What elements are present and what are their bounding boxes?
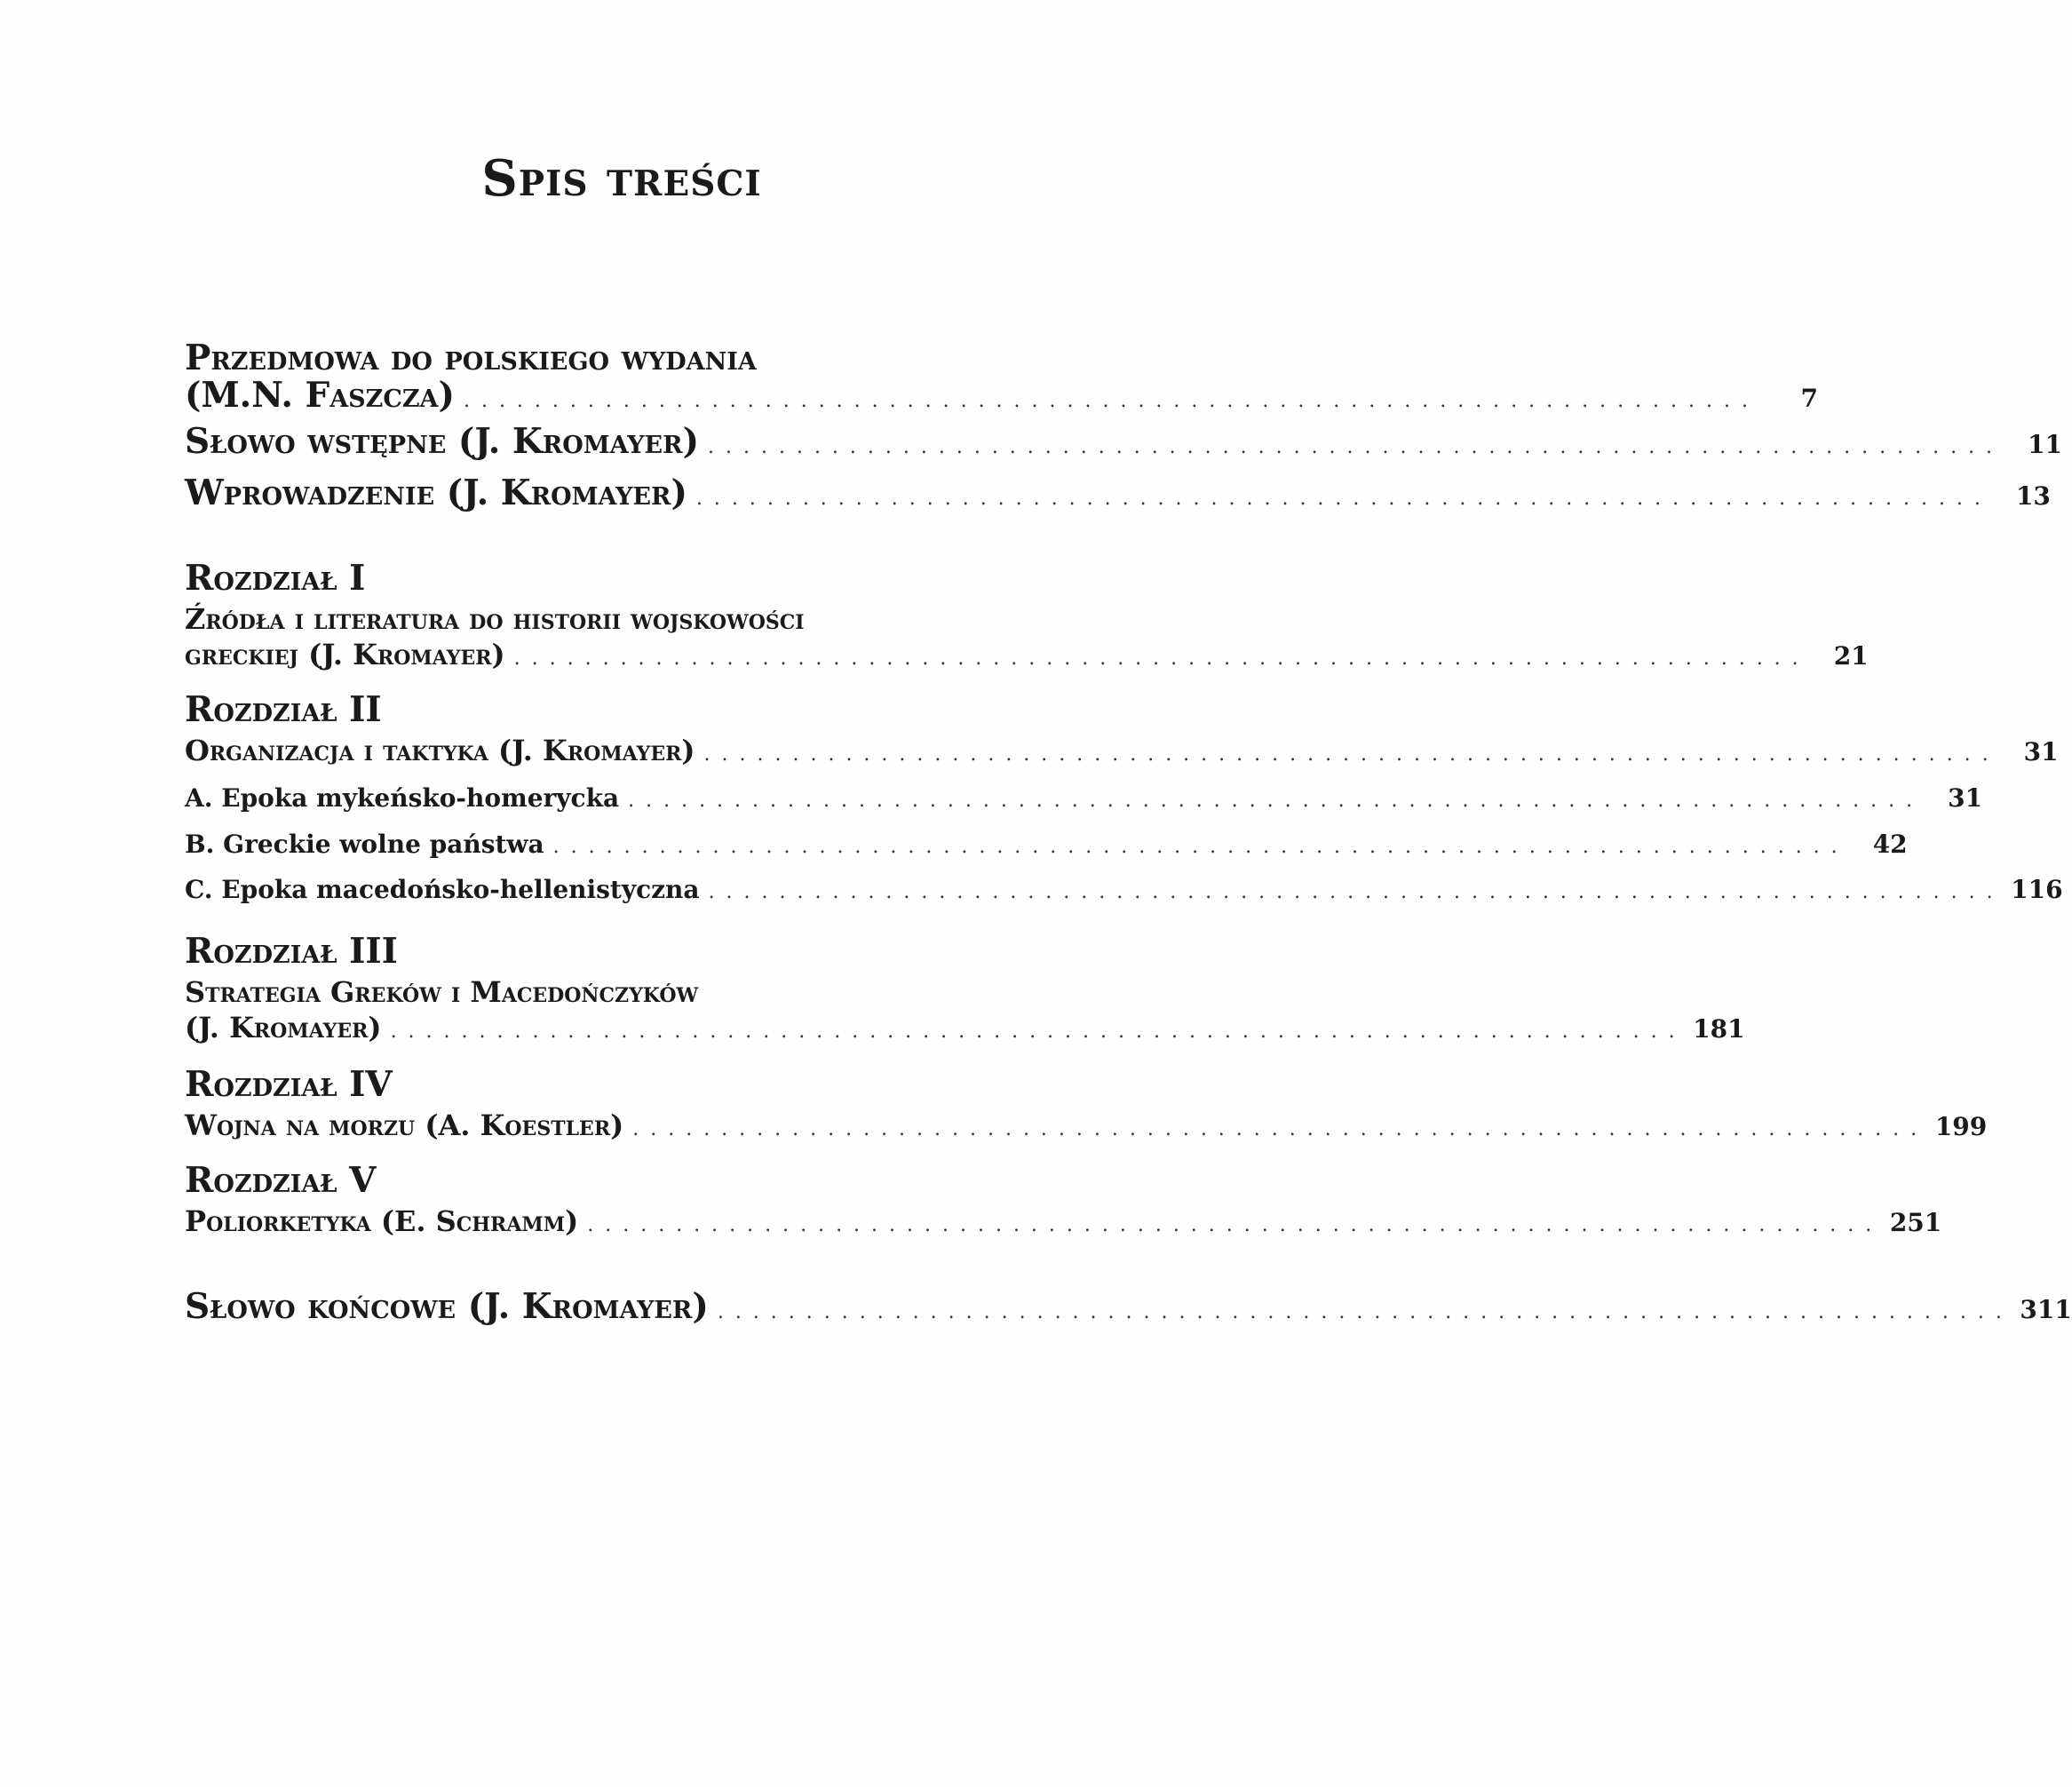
chapter-number: Rozdział V (185, 1160, 377, 1201)
subentry-line (185, 875, 2063, 904)
toc-entry-slowo-koncowe[interactable] (185, 1286, 2072, 1327)
dot-leader: . . . . . . . . . . . . . . . . . . . . . . . . . . . . . . . . . . . . . . . . . . . . . . . . . . . . . . . . . . . . . . . . . . . . . . . . . (703, 743, 1991, 766)
entry-title-line (185, 338, 1084, 378)
page-number: 251 (1889, 1208, 1942, 1237)
entry-title: Przedmowa do polskiego wydania (185, 338, 757, 378)
dot-leader: . . . . . . . . . . . . . . . . . . . . . . . . . . . . . . . . . . . . . . . . . . . . . . . . . . . . . . . . . . . . . . . . . . . . . . . . . (708, 881, 1996, 903)
chapter-number: Rozdział I (185, 558, 366, 599)
chapter-heading (185, 1160, 1084, 1201)
entry-title: Strategia Greków i Macedończyków (185, 975, 699, 1009)
entry-title: Wojna na morzu (A. Koestler) (185, 1108, 624, 1142)
toc-entry-rozdzial-5[interactable] (185, 1160, 1942, 1238)
entry-title-line (185, 602, 1084, 636)
entry-title: Źródła i literatura do historii wojskowości (185, 602, 805, 636)
entry-title-line (185, 473, 2051, 513)
dot-leader: . . . . . . . . . . . . . . . . . . . . . . . . . . . . . . . . . . . . . . . . . . . . . . . . . . . . . . . . . . . . . . . . . . . . . . . . . (390, 1021, 1678, 1043)
dot-leader: . . . . . . . . . . . . . . . . . . . . . . . . . . . . . . . . . . . . . . . . . . . . . . . . . . . . . . . . . . . . . . . . . . . . . . . . . (513, 647, 1801, 670)
chapter-number: Rozdział III (185, 931, 398, 972)
dot-leader: . . . . . . . . . . . . . . . . . . . . . . . . . . . . . . . . . . . . . . . . . . . . . . . . . . . . . . . . . . . . . . . . . . . . . . . . . (695, 488, 1983, 510)
dot-leader: . . . . . . . . . . . . . . . . . . . . . . . . . . . . . . . . . . . . . . . . . . . . . . . . . . . . . . . . . . . . . . . . . . . . . . . . . (632, 1118, 1920, 1140)
toc-entry-rozdzial-2[interactable] (185, 689, 2059, 767)
chapter-heading (185, 689, 1084, 730)
page-number: 11 (2028, 430, 2063, 459)
entry-title-line (185, 421, 2063, 462)
entry-title: Organizacja i taktyka (J. Kromayer) (185, 734, 695, 767)
subentry-line (185, 830, 1908, 859)
dot-leader: . . . . . . . . . . . . . . . . . . . . . . . . . . . . . . . . . . . . . . . . . . . . . . . . . . . . . . . . . . . . . . . . . . . . . . . . . (587, 1214, 1875, 1236)
subentry-line (185, 783, 1983, 813)
toc-entry-wprowadzenie[interactable] (185, 473, 2051, 513)
entry-title: Słowo wstępne (J. Kromayer) (185, 421, 700, 462)
entry-title: Wprowadzenie (J. Kromayer) (185, 473, 687, 513)
page-number: 311 (2020, 1295, 2072, 1324)
dot-leader: . . . . . . . . . . . . . . . . . . . . . . . . . . . . . . . . . . . . . . . . . . . . . . . . . . . . . . . . . . . . . . . . . . . . . . . . . (463, 390, 1750, 412)
page-number: 21 (1833, 641, 1869, 671)
toc-entry-rozdzial-1[interactable] (185, 558, 1869, 671)
entry-title-line (185, 734, 2059, 767)
page-number: 116 (2011, 875, 2063, 904)
chapter-heading (185, 1064, 1084, 1105)
chapter-heading (185, 558, 1084, 599)
toc-entry-slowo-wstepne[interactable] (185, 421, 2063, 462)
page-number: 42 (1872, 830, 1908, 859)
entry-title-line (185, 1204, 1942, 1238)
toc-entry-rozdzial-4[interactable] (185, 1064, 1988, 1142)
page-title: Spis treści (481, 149, 762, 208)
entry-title-line (185, 1011, 1745, 1044)
subentry-title: B. Greckie wolne państwa (185, 830, 544, 859)
entry-author: (M.N. Faszcza) (185, 375, 455, 416)
page-number: 7 (1800, 384, 1818, 413)
toc-subentry-b[interactable] (185, 830, 1908, 859)
entry-title-line (185, 375, 1818, 416)
dot-leader: . . . . . . . . . . . . . . . . . . . . . . . . . . . . . . . . . . . . . . . . . . . . . . . . . . . . . . . . . . . . . . . . . . . . . . . . . (552, 836, 1840, 858)
entry-title-line (185, 1286, 2072, 1327)
entry-author: (J. Kromayer) (185, 1011, 382, 1044)
dot-leader: . . . . . . . . . . . . . . . . . . . . . . . . . . . . . . . . . . . . . . . . . . . . . . . . . . . . . . . . . . . . . . . . . . . . . . . . . (717, 1301, 2005, 1323)
chapter-number: Rozdział IV (185, 1064, 393, 1105)
page-number: 13 (2015, 481, 2051, 511)
page-number: 199 (1934, 1112, 1988, 1141)
dot-leader: . . . . . . . . . . . . . . . . . . . . . . . . . . . . . . . . . . . . . . . . . . . . . . . . . . . . . . . . . . . . . . . . . . . . . . . . . (628, 790, 1916, 812)
entry-author: greckiej (J. Kromayer) (185, 638, 505, 671)
toc-subentry-a[interactable] (185, 783, 1983, 813)
entry-title: Słowo końcowe (J. Kromayer) (185, 1286, 709, 1327)
entry-title-line (185, 975, 1084, 1009)
chapter-number: Rozdział II (185, 689, 382, 730)
page-number: 31 (2023, 737, 2059, 766)
entry-title: Poliorketyka (E. Schramm) (185, 1204, 579, 1238)
subentry-title: C. Epoka macedońsko-hellenistyczna (185, 875, 700, 904)
page-number: 31 (1948, 783, 1983, 813)
dot-leader: . . . . . . . . . . . . . . . . . . . . . . . . . . . . . . . . . . . . . . . . . . . . . . . . . . . . . . . . . . . . . . . . . . . . . . . . . (708, 436, 1996, 458)
toc-entry-rozdzial-3[interactable] (185, 931, 1745, 1044)
page-number: 181 (1693, 1014, 1745, 1044)
toc-subentry-c[interactable] (185, 875, 2063, 904)
toc-entry-przedmowa[interactable] (185, 338, 1818, 416)
entry-title-line (185, 638, 1869, 671)
entry-title-line (185, 1108, 1988, 1142)
chapter-heading (185, 931, 1084, 972)
subentry-title: A. Epoka mykeńsko-homerycka (185, 783, 620, 813)
